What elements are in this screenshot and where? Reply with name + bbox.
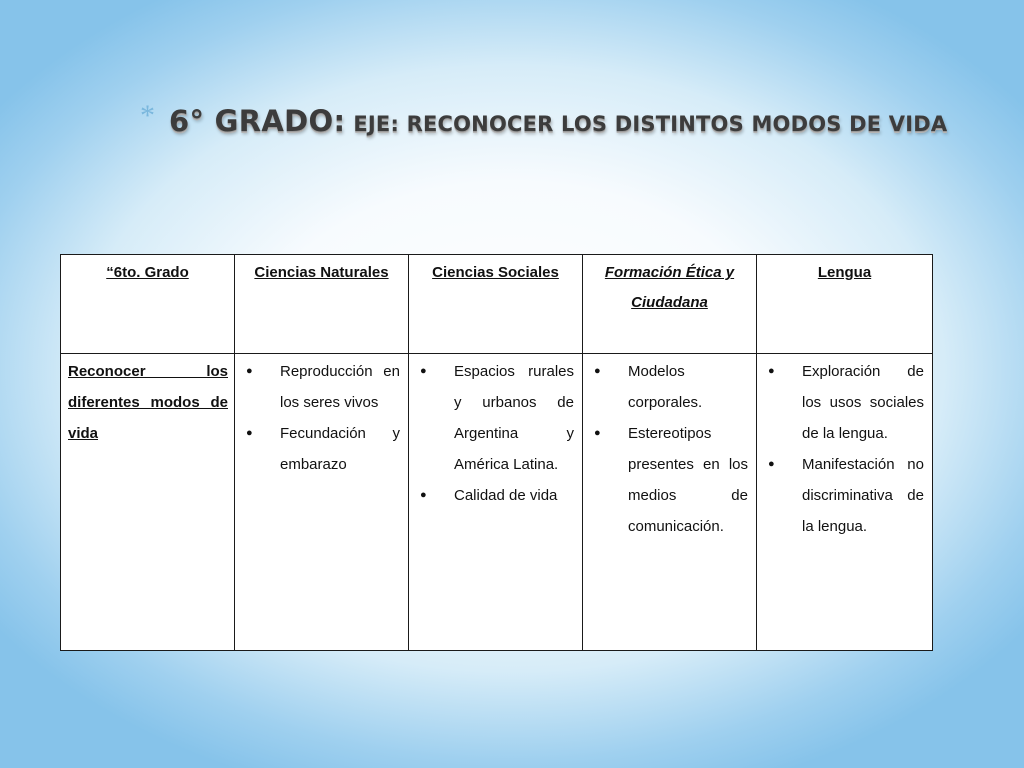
- list-item-text: Fecundación y embarazo: [280, 425, 400, 473]
- cell-lengua: [757, 354, 933, 651]
- bullet-icon: ●: [594, 427, 601, 439]
- bullet-icon: ●: [768, 458, 775, 470]
- list-item-text: Estereotipos presentes en los medios de comunicación.: [628, 425, 748, 535]
- list-item: [235, 418, 400, 480]
- list-item: [583, 418, 748, 542]
- list-item: [757, 449, 924, 542]
- bullet-list: [235, 354, 408, 480]
- row-label-cell: [61, 354, 235, 651]
- list-item: [235, 356, 400, 418]
- list-item: [409, 480, 574, 511]
- bullet-list: [409, 354, 582, 511]
- list-item: [583, 356, 748, 418]
- curriculum-table: [60, 254, 933, 651]
- list-item-text: Manifestación no discriminativa de la lengua.: [802, 456, 924, 535]
- title-subtitle: EJE: RECONOCER LOS DISTINTOS MODOS DE VIDA: [353, 112, 948, 136]
- list-item-text: Exploración de los usos sociales de la lengua.: [802, 363, 924, 442]
- bullet-icon: ●: [246, 365, 253, 377]
- table-row: [61, 354, 933, 651]
- cell-formacion-etica: [583, 354, 757, 651]
- bullet-icon: ●: [246, 427, 253, 439]
- bullet-icon: ●: [768, 365, 775, 377]
- list-item-text: Modelos corporales.: [628, 363, 703, 411]
- header-ciencias-sociales: Ciencias Sociales: [409, 255, 583, 354]
- header-formacion-etica: Formación Ética y Ciudadana: [583, 255, 757, 354]
- list-item-text: Espacios rurales y urbanos de Argentina y América Latina.: [454, 363, 574, 473]
- table-header-row: [61, 255, 933, 354]
- list-item-text: Reproducción en los seres vivos: [280, 363, 400, 411]
- list-item-text: Calidad de vida: [454, 487, 558, 504]
- list-item: [409, 356, 574, 480]
- header-lengua: Lengua: [757, 255, 933, 354]
- list-item: [757, 356, 924, 449]
- bullet-icon: ●: [420, 365, 427, 377]
- bullet-list: [757, 354, 932, 542]
- title-asterisk-icon: *: [140, 99, 155, 132]
- bullet-icon: ●: [420, 489, 427, 501]
- cell-ciencias-naturales: [235, 354, 409, 651]
- bullet-list: [583, 354, 756, 542]
- header-grade: “6to. Grado: [61, 255, 235, 354]
- cell-ciencias-sociales: [409, 354, 583, 651]
- bullet-icon: ●: [594, 365, 601, 377]
- slide-title: [140, 99, 1000, 150]
- row-label: Reconocer los diferentes modos de vida: [68, 363, 228, 442]
- header-ciencias-naturales: Ciencias Naturales: [235, 255, 409, 354]
- title-main: 6° GRADO:: [169, 104, 346, 138]
